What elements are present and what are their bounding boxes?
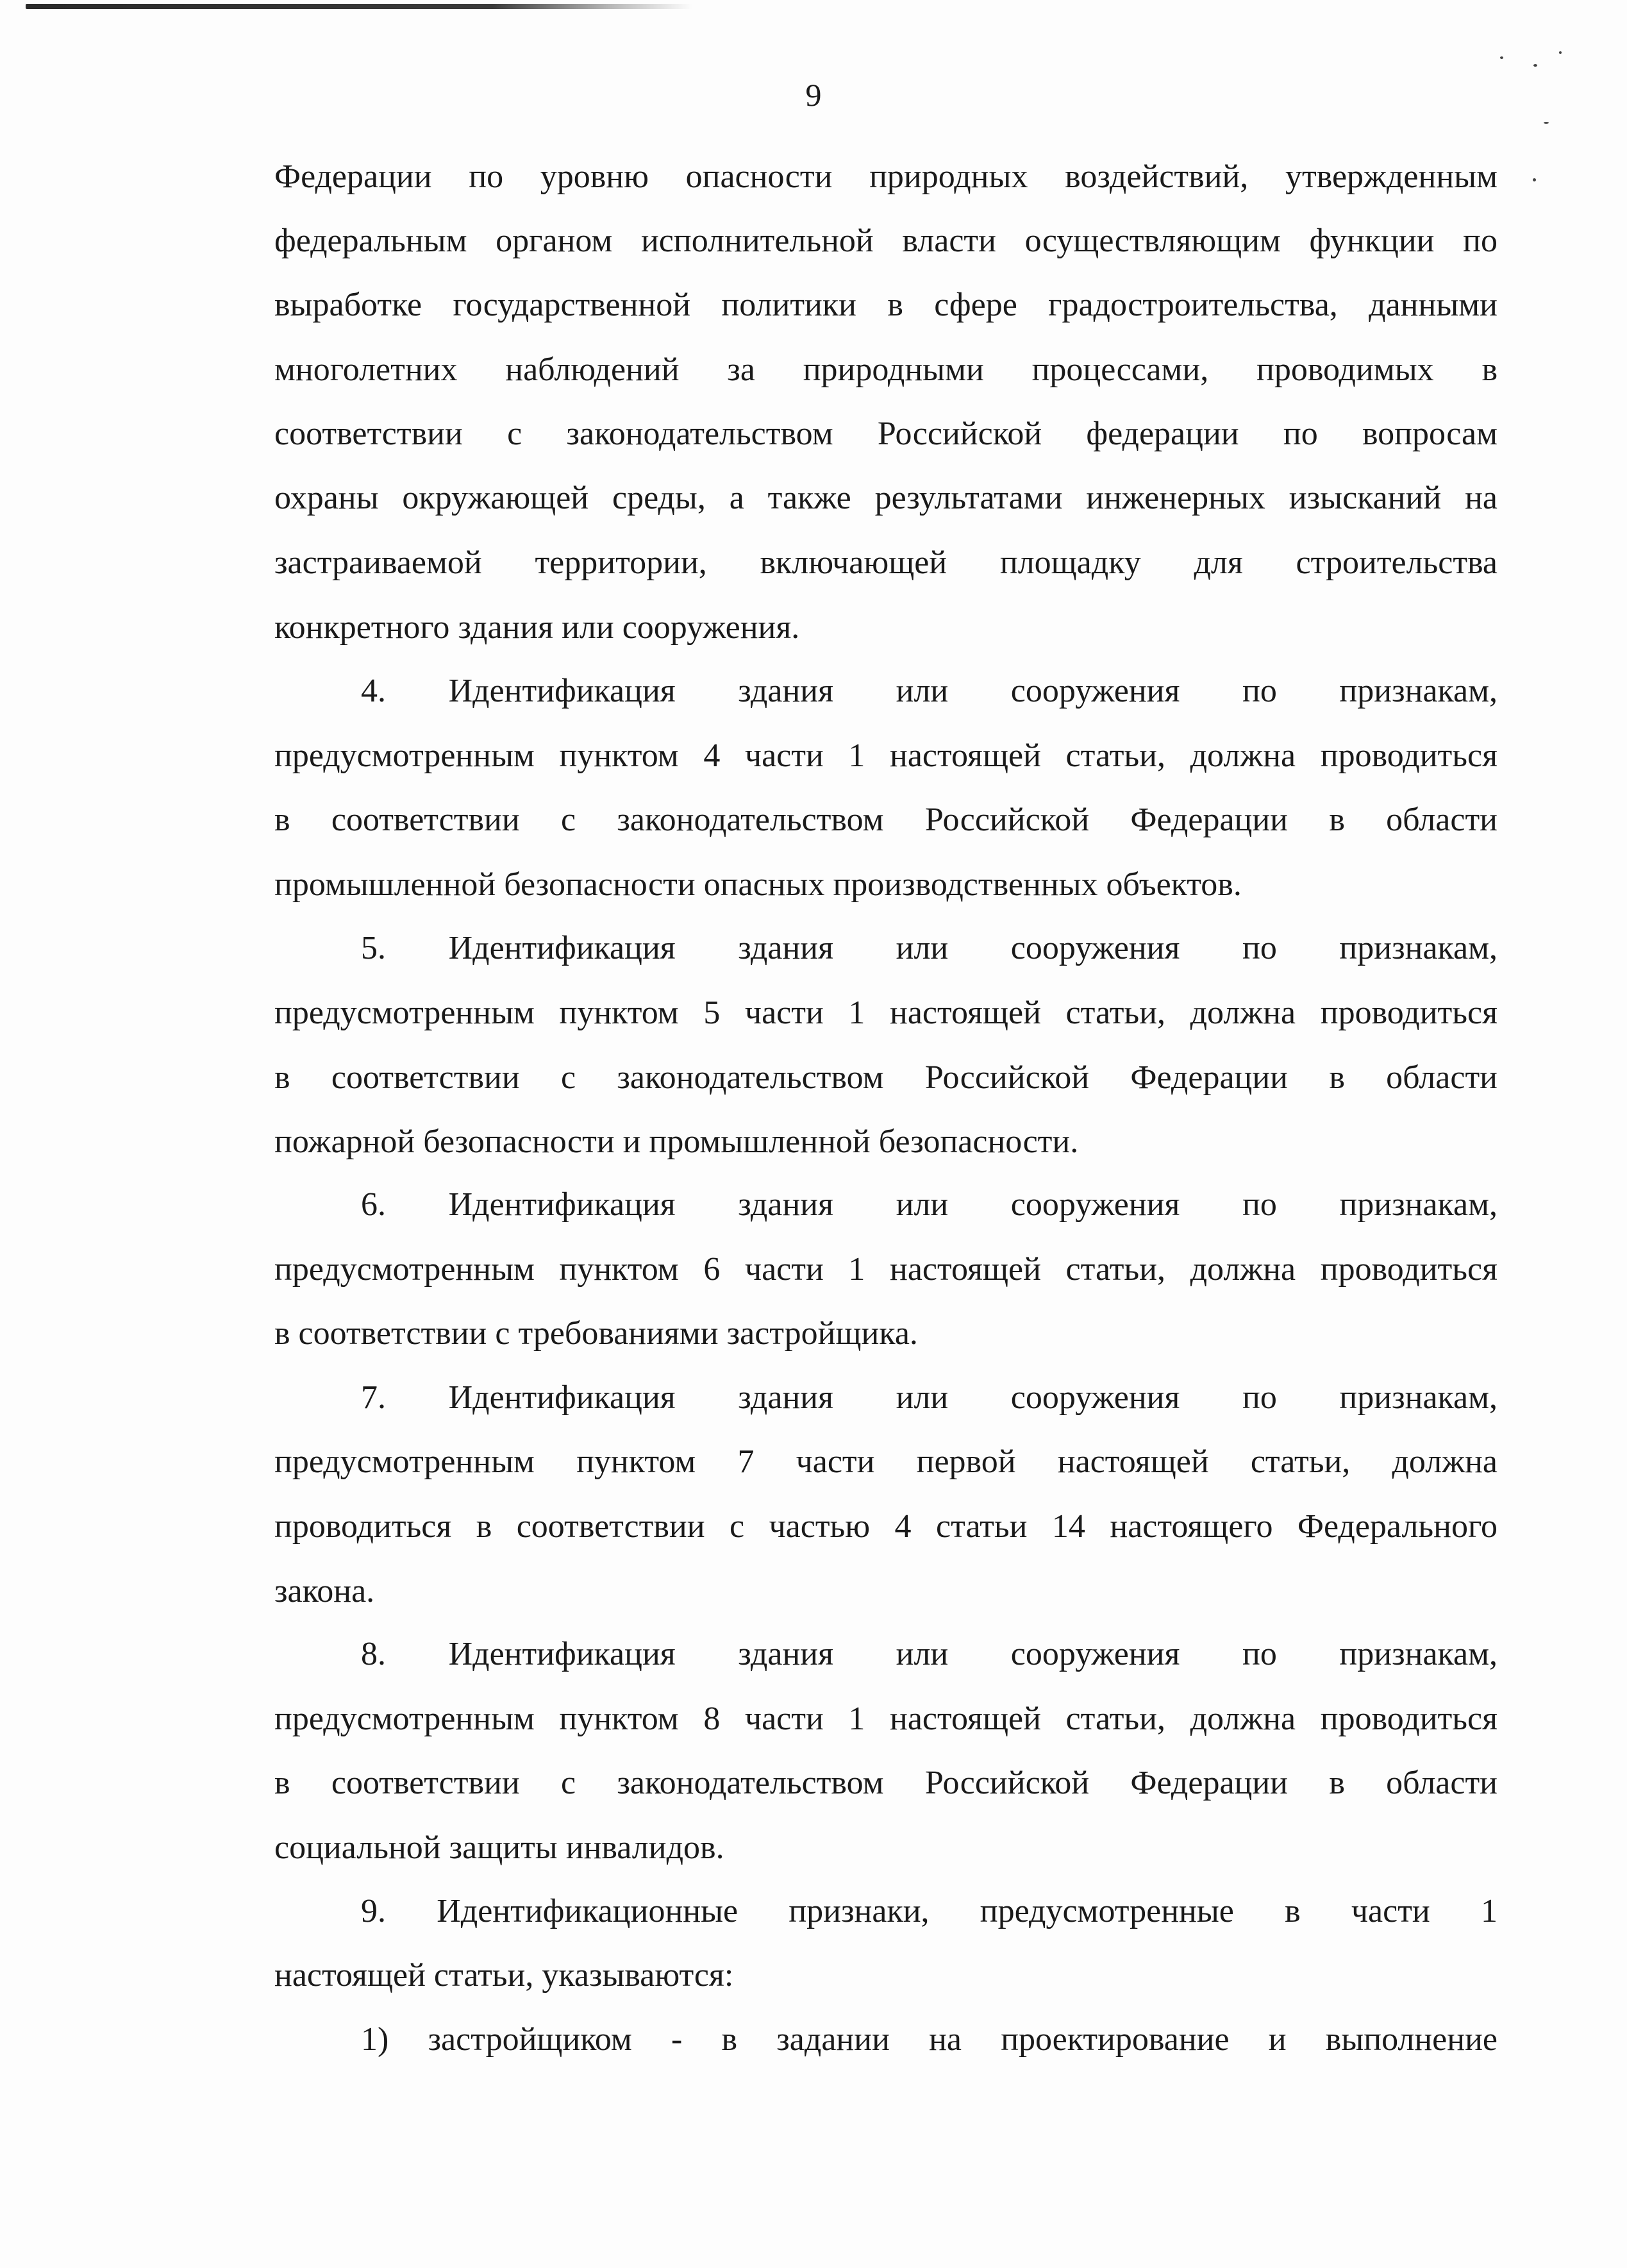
text-line: в соответствии с законодательством Российской Федерации в области (274, 802, 1498, 838)
scan-speck (1500, 56, 1503, 59)
text-line: предусмотренным пунктом 4 части 1 настоящей статьи, должна проводиться (274, 737, 1498, 774)
text-line: предусмотренным пунктом 5 части 1 настоящей статьи, должна проводиться (274, 995, 1498, 1031)
text-line: в соответствии с законодательством Российской Федерации в области (274, 1059, 1498, 1096)
scan-speck (1559, 51, 1562, 54)
text-line: предусмотренным пунктом 6 части 1 настоящей статьи, должна проводиться (274, 1251, 1498, 1288)
text-line: Федерации по уровню опасности природных воздействий, утвержденным (274, 158, 1498, 195)
text-line: пожарной безопасности и промышленной безопасности. (274, 1123, 1079, 1160)
text-line: 9. Идентификационные признаки, предусмотренные в части 1 (361, 1893, 1498, 1929)
text-line: проводиться в соответствии с частью 4 статьи 14 настоящего Федерального (274, 1508, 1498, 1545)
text-line: соответствии с законодательством Российской федерации по вопросам (274, 416, 1498, 452)
text-line: в соответствии с требованиями застройщика. (274, 1315, 918, 1352)
page-number: 9 (805, 77, 822, 113)
text-line: социальной защиты инвалидов. (274, 1829, 724, 1866)
text-line: 7. Идентификация здания или сооружения по признакам, (361, 1379, 1498, 1416)
text-line: в соответствии с законодательством Российской Федерации в области (274, 1765, 1498, 1801)
text-line: настоящей статьи, указываются: (274, 1957, 734, 1994)
text-line: конкретного здания или сооружения. (274, 609, 800, 646)
text-line: 8. Идентификация здания или сооружения по признакам, (361, 1636, 1498, 1672)
text-line: 5. Идентификация здания или сооружения по признакам, (361, 930, 1498, 966)
text-line: предусмотренным пунктом 7 части первой настоящей статьи, должна (274, 1443, 1498, 1480)
text-line: многолетних наблюдений за природными процессами, проводимых в (274, 351, 1498, 388)
text-line: 1) застройщиком - в задании на проектирование и выполнение (361, 2021, 1498, 2058)
text-line: застраиваемой территории, включающей площадку для строительства (274, 544, 1498, 581)
text-line: 6. Идентификация здания или сооружения по признакам, (361, 1186, 1498, 1223)
text-line: охраны окружающей среды, а также результатами инженерных изысканий на (274, 480, 1498, 516)
scan-speck (1533, 178, 1536, 181)
text-line: промышленной безопасности опасных производственных объектов. (274, 866, 1242, 903)
text-line: 4. Идентификация здания или сооружения по признакам, (361, 673, 1498, 709)
text-line: выработке государственной политики в сфере градостроительства, данными (274, 287, 1498, 323)
scan-edge-shadow (26, 4, 692, 9)
text-line: предусмотренным пунктом 8 части 1 настоящей статьи, должна проводиться (274, 1701, 1498, 1737)
scan-speck (1544, 122, 1549, 124)
text-line: закона. (274, 1573, 375, 1609)
scan-speck (1533, 64, 1537, 67)
text-line: федеральным органом исполнительной власти осуществляющим функции по (274, 223, 1498, 259)
